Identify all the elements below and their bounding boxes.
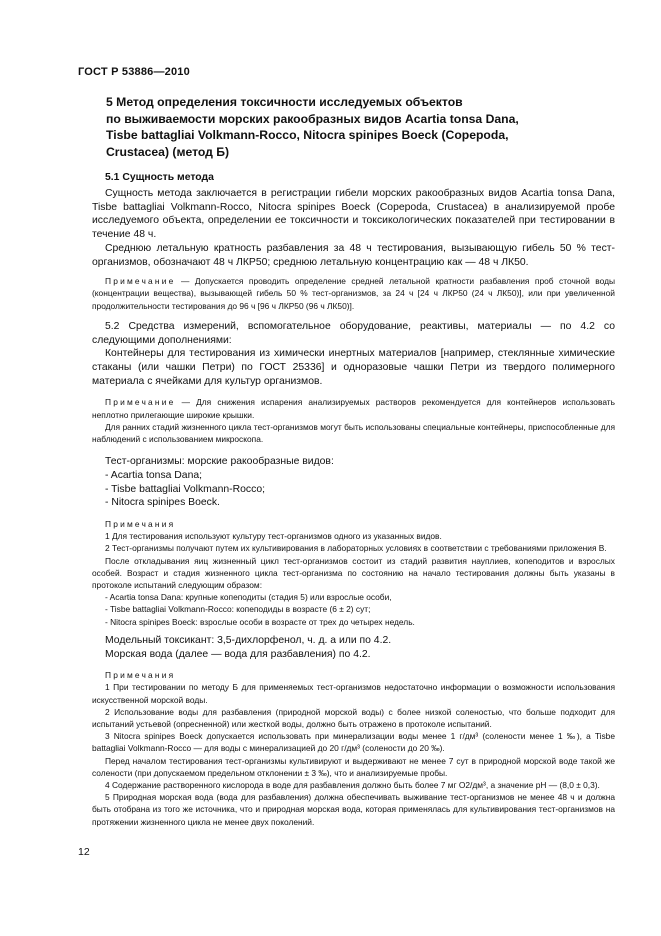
note: После откладывания яиц жизненный цикл тест-организмов состоит из стадий развития науплиев, копеподитов и взрослых особей. Возраст и стадия жизненного цикла тест-организма по состоянию на начало тестирования должны быть указаны в протоколе испытаний следующим образом: — [92, 555, 615, 590]
notes-label: Примечания — [105, 670, 176, 681]
paragraph: Морская вода (далее — вода для разбавления) по 4.2. — [105, 648, 371, 660]
note-text: — Для снижения испарения анализируемых растворов рекомендуется для контейнеров использовать неплотно прилегающие широкие крышки. — [92, 397, 615, 420]
note: 1 Для тестирования используют культуру тест-организмов одного из указанных видов. — [105, 531, 442, 542]
note: 5 Природная морская вода (вода для разбавления) должна обеспечивать выживание тест-организмов не менее 48 ч и должна быть отобрана из того же источника, что и природная морская вода, которая применялась для культивирования тест-организмов на протяжении жизненного цикла не менее двух поколений. — [92, 792, 615, 827]
paragraph: Среднюю летальную кратность разбавления за 48 ч тестирования, вызывающую гибель 50 % тест-организмов, обозначают 48 ч ЛКР50; среднюю летальную концентрацию как — 48 ч ЛК50. — [92, 242, 615, 268]
list-item: - Nitocra spinipes Boeck: взрослые особи в возрасте от трех до четырех недель. — [105, 616, 415, 627]
note-label: Примечание — [105, 397, 176, 408]
list-item: - Nitocra spinipes Boeck. — [105, 497, 220, 509]
paragraph: Модельный токсикант: 3,5-дихлорфенол, ч. д. а или по 4.2. — [105, 634, 392, 646]
section-title-line1: 5 Метод определения токсичности исследуемых объектов — [106, 95, 463, 109]
note — [92, 275, 615, 312]
page-number: 12 — [78, 846, 90, 858]
paragraph: Контейнеры для тестирования из химически инертных материалов [например, стеклянные химические стаканы (или чашки Петри) по ГОСТ 25336] и одноразовые чашки Петри из твердого полимерного материала с ячейками для культур организмов. — [92, 348, 615, 387]
subsection-title: 5.1 Сущность метода — [105, 172, 214, 183]
section-title-line2: по выживаемости морских ракообразных видов Acartia tonsa Dana, — [106, 111, 519, 126]
note: 1 При тестировании по методу Б для применяемых тест-организмов недостаточно информации о возможности использования искусственной морской воды. — [92, 682, 615, 705]
note-text: — Допускается проводить определение средней летальной кратности разбавления проб сточной воды (концентрации вещества), вызывающей гибель 50 % тест-организмов, за 24 ч [24 ч ЛКР50 (24 ч ЛК50)], или при увеличенной продолжительности тестирования до 96 ч [96 ч ЛКР50 (96 ч ЛК50)]. — [92, 276, 615, 311]
note: 2 Использование воды для разбавления (природной морской воды) с более низкой соленостью, что больше подходит для испытаний устьевой (опресненной) или жесткой воды, должно быть отражено в протоколе испытаний. — [92, 706, 615, 730]
list-item: - Tisbe battagliai Volkmann-Rocco; — [105, 483, 265, 495]
section-title-line4: Crustacea) (метод Б) — [106, 144, 230, 159]
paragraph: 5.2 Средства измерений, вспомогательное оборудование, реактивы, материалы — по 4.2 со следующими дополнениями: — [92, 320, 615, 346]
list-item: - Acartia tonsa Dana; — [105, 469, 203, 481]
note-label: Примечание — [105, 276, 176, 287]
note: 3 Nitocra spinipes Boeck допускается использовать при минерализации воды менее 1 г/дм³ (солености менее 1 ‰), а Tisbe battagliai Volkmann-Rocco — для воды с минерализацией до 20 г/дм³ (солености до 20 ‰). — [92, 731, 615, 754]
paragraph: Сущность метода заключается в регистрации гибели морских ракообразных видов Acartia tonsa Dana, Tisbe battagliai Volkmann-Rocco, Nitocra spinipes Boeck (Copepoda, Crustacea) в анализируемой пробе исследуемого объекта, определении ее токсичности и токсикологических показателей при тестировании в течение 48 ч. — [92, 188, 615, 241]
list-item: - Tisbe battagliai Volkmann-Rocco: копеподиды в возрасте (6 ± 2) сут; — [105, 604, 371, 615]
note: 4 Содержание растворенного кислорода в воде для разбавления должно быть более 7 мг O2/дм³, а значение pH — (8,0 ± 0,3). — [105, 780, 600, 791]
note: Перед началом тестирования тест-организмы культивируют и выдерживают не менее 7 сут в природной морской воде такой же солености (при допускаемом предельном отклонении ± 3 ‰), что и анализируемые пробы. — [92, 755, 615, 778]
note: 2 Тест-организмы получают путем их культивирования в лабораторных условиях в соответствии с требованиями приложения В. — [105, 543, 607, 554]
standard-code: ГОСТ Р 53886—2010 — [78, 66, 190, 78]
note: Для ранних стадий жизненного цикла тест-организмов могут быть использованы специальные контейнеры, приспособленные для наблюдений с использованием микроскопа. — [92, 421, 615, 444]
section-title-line3: Tisbe battagliai Volkmann-Rocco, Nitocra spinipes Boeck (Copepoda, — [106, 128, 509, 142]
notes-label: Примечания — [105, 518, 176, 529]
document-body — [92, 172, 615, 828]
section-title — [106, 94, 606, 160]
list-item: - Acartia tonsa Dana: крупные копеподиты (стадия 5) или взрослые особи, — [105, 592, 392, 603]
paragraph: Тест-организмы: морские ракообразные видов: — [105, 456, 334, 468]
note — [92, 396, 615, 420]
